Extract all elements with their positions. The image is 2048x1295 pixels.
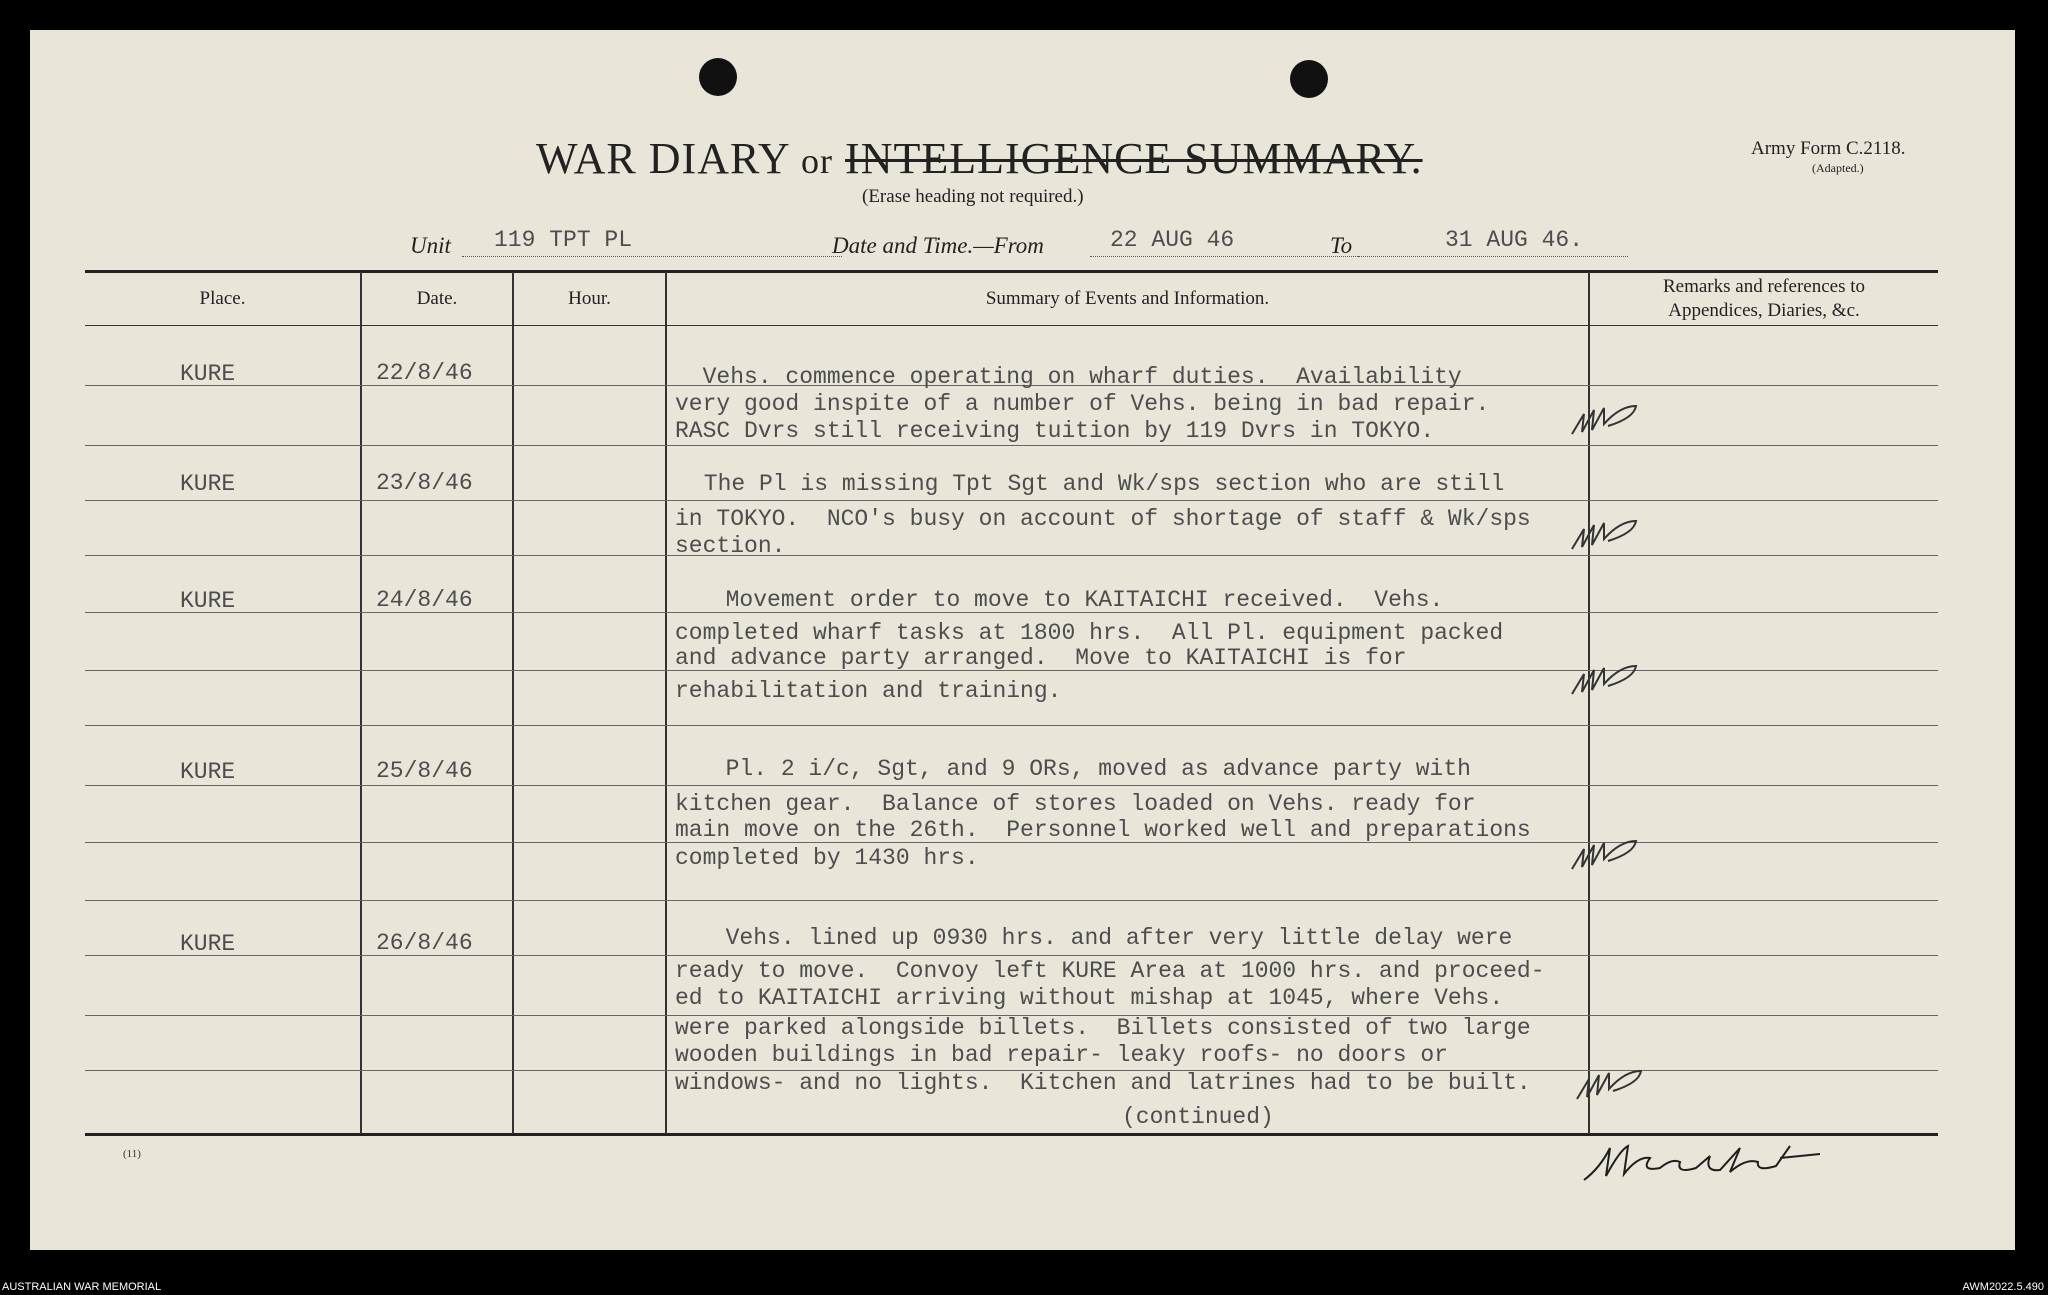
punch-hole-right [1290, 60, 1328, 98]
initials-mark [1575, 1065, 1645, 1105]
entry-line: very good inspite of a number of Vehs. being in bad repair. [675, 391, 1490, 417]
entry-date: 24/8/46 [376, 587, 473, 613]
entry-place: KURE [180, 361, 236, 387]
form-number: (11) [123, 1148, 141, 1160]
header-date: Date. [416, 288, 458, 309]
row-line [85, 500, 1938, 501]
form-subtitle: (Erase heading not required.) [862, 186, 1084, 207]
initials-mark [1570, 400, 1640, 440]
entry-line: kitchen gear. Balance of stores loaded on Vehs. ready for [675, 791, 1476, 817]
entry-line: completed by 1430 hrs. [675, 845, 979, 871]
header-divider [85, 325, 1938, 326]
col-divider-date [512, 272, 514, 1134]
col-divider-hour [665, 272, 667, 1134]
entry-line: were parked alongside billets. Billets consisted of two large [675, 1015, 1531, 1041]
initials-mark [1570, 515, 1640, 555]
from-underline [1090, 256, 1360, 257]
initials-mark [1570, 660, 1640, 700]
row-line [85, 725, 1938, 726]
entry-line: completed wharf tasks at 1800 hrs. All Pl. equipment packed [675, 620, 1504, 646]
entry-line: RASC Dvrs still receiving tuition by 119 Dvrs in TOKYO. [675, 418, 1435, 444]
entry-line: ready to move. Convoy left KURE Area at 1000 hrs. and proceed- [675, 958, 1545, 984]
row-line [85, 785, 1938, 786]
to-underline [1358, 256, 1628, 257]
entry-line: Vehs. lined up 0930 hrs. and after very little delay were [698, 925, 1513, 951]
row-line [85, 955, 1938, 956]
entry-line: Movement order to move to KAITAICHI received. Vehs. [698, 587, 1444, 613]
army-form-adapted: (Adapted.) [1812, 161, 1864, 175]
to-value: 31 AUG 46. [1445, 227, 1584, 253]
entry-place: KURE [180, 588, 236, 614]
entry-line: and advance party arranged. Move to KAITAICHI is for [675, 645, 1407, 671]
diary-sheet [30, 30, 2015, 1250]
continued-note: (continued) [1122, 1104, 1274, 1130]
entry-line: in TOKYO. NCO's busy on account of shortage of staff & Wk/sps [675, 506, 1531, 532]
unit-label: Unit [410, 233, 451, 258]
entry-place: KURE [180, 759, 236, 785]
header-place: Place. [199, 288, 246, 309]
header-remarks-line2: Appendices, Diaries, &c. [1668, 300, 1860, 321]
table-top-border [85, 270, 1938, 273]
entry-line: section. [675, 533, 786, 559]
entry-line: ed to KAITAICHI arriving without mishap at 1045, where Vehs. [675, 985, 1504, 1011]
entry-line: The Pl is missing Tpt Sgt and Wk/sps section who are still [690, 471, 1505, 497]
title-intelligence-summary: INTELLIGENCE SUMMARY. [845, 134, 1423, 183]
entry-date: 26/8/46 [376, 930, 473, 956]
form-title [536, 133, 1423, 184]
entry-line: Vehs. commence operating on wharf duties. Availability [675, 364, 1462, 390]
row-line [85, 555, 1938, 556]
entry-line: windows- and no lights. Kitchen and latrines had to be built. [675, 1070, 1531, 1096]
footer-right: AWM2022.5.490 [1962, 1281, 2044, 1293]
entry-line: Pl. 2 i/c, Sgt, and 9 ORs, moved as advance party with [698, 756, 1471, 782]
footer-left: AUSTRALIAN WAR MEMORIAL [2, 1281, 162, 1293]
from-value: 22 AUG 46 [1110, 227, 1235, 253]
signature [1580, 1128, 1830, 1188]
entry-place: KURE [180, 931, 236, 957]
entry-place: KURE [180, 471, 236, 497]
entry-line: rehabilitation and training. [675, 678, 1062, 704]
unit-underline [462, 256, 842, 257]
header-remarks-line1: Remarks and references to [1662, 276, 1866, 297]
unit-value: 119 TPT PL [494, 227, 633, 253]
header-summary: Summary of Events and Information. [985, 288, 1270, 309]
col-divider-place [360, 272, 362, 1134]
title-or: or [801, 141, 834, 181]
date-label: Date and Time.—From [832, 233, 1044, 258]
punch-hole-left [699, 58, 737, 96]
entry-line: wooden buildings in bad repair- leaky roofs- no doors or [675, 1042, 1448, 1068]
title-war-diary: WAR DIARY [536, 134, 790, 183]
entry-line: main move on the 26th. Personnel worked well and preparations [675, 817, 1531, 843]
row-line [85, 445, 1938, 446]
entry-date: 25/8/46 [376, 758, 473, 784]
to-label: To [1330, 233, 1353, 258]
army-form-number: Army Form C.2118. [1751, 138, 1906, 159]
row-line [85, 900, 1938, 901]
entry-date: 22/8/46 [376, 360, 473, 386]
initials-mark [1570, 835, 1640, 875]
header-hour: Hour. [568, 288, 611, 309]
entry-date: 23/8/46 [376, 470, 473, 496]
